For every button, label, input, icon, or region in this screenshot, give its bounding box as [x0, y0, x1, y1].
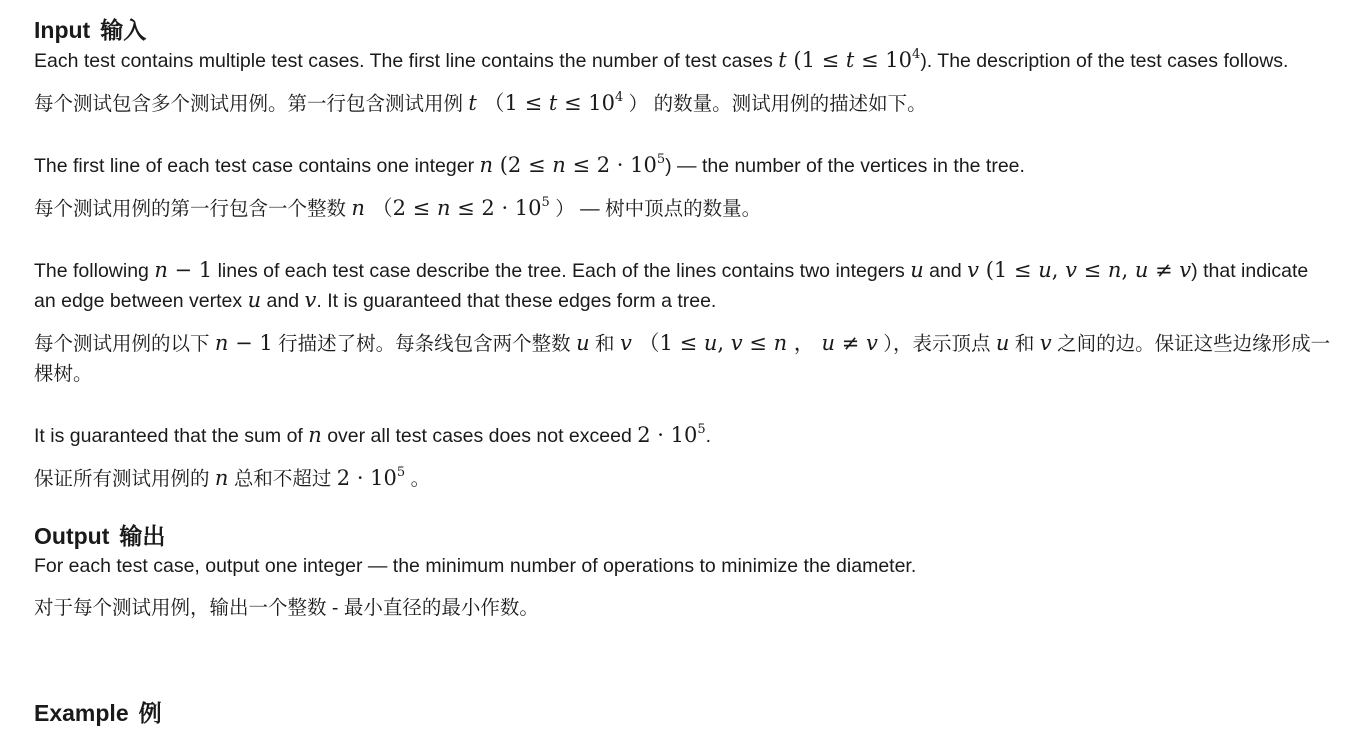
- problem-statement: [34, 14, 1334, 623]
- example-title-zh: 例: [138, 700, 162, 726]
- input-title-zh: 输入: [100, 17, 147, 43]
- input-paragraph-3-en: The following n − 1 lines of each test case describe the tree. Each of the lines contains two integers u and v (1 ≤ u, v ≤ n, u ≠ v) that indicate an edge between vertex u and v. It is guaranteed that these edges form a tree.: [34, 258, 1309, 312]
- input-paragraph-4-en: It is guaranteed that the sum of n over all test cases does not exceed $2 \cdot 10^5$.: [34, 422, 712, 447]
- example-section-title: [34, 697, 162, 729]
- input-paragraph-2-en: The first line of each test case contains one integer n $(2 \le n \le 2 \cdot 10^5)$ — the number of the vertices in the tree.: [34, 152, 1025, 177]
- input-section-title: [34, 14, 1334, 46]
- input-paragraph-1-zh: 每个测试包含多个测试用例。第一行包含测试用例 t （$1 \le t \le 10^4$ ） 的数量。测试用例的描述如下。: [34, 90, 927, 115]
- output-title-en: Output: [34, 523, 110, 549]
- input-paragraph-2-zh: 每个测试用例的第一行包含一个整数 n （$2 \le n \le 2 \cdot 10^5$ ） — 树中顶点的数量。: [34, 195, 762, 220]
- input-paragraph-1-en: Each test contains multiple test cases. The first line contains the number of test cases t $(1 \le t \le 10^4)$. The description of the test cases follows.: [34, 47, 1289, 72]
- input-title-en: Input: [34, 17, 91, 43]
- input-paragraph-3-zh: 每个测试用例的以下 n − 1 行描述了树。每条线包含两个整数 u 和 v （1 ≤ u, v ≤ n ， u ≠ v ），表示顶点 u 和 v 之间的边。保证这些边缘形成一棵树。: [34, 331, 1331, 385]
- output-paragraph-en: For each test case, output one integer — the minimum number of operations to minimize the diameter.: [34, 555, 917, 577]
- output-paragraph-zh: 对于每个测试用例，输出一个整数 - 最小直径的最小作数。: [34, 597, 539, 619]
- output-section-title: [34, 520, 1334, 552]
- example-title-en: Example: [34, 700, 129, 726]
- output-title-zh: 输出: [119, 523, 166, 549]
- input-paragraph-4-zh: 保证所有测试用例的 n 总和不超过 $2 \cdot 10^5$ 。: [34, 465, 431, 490]
